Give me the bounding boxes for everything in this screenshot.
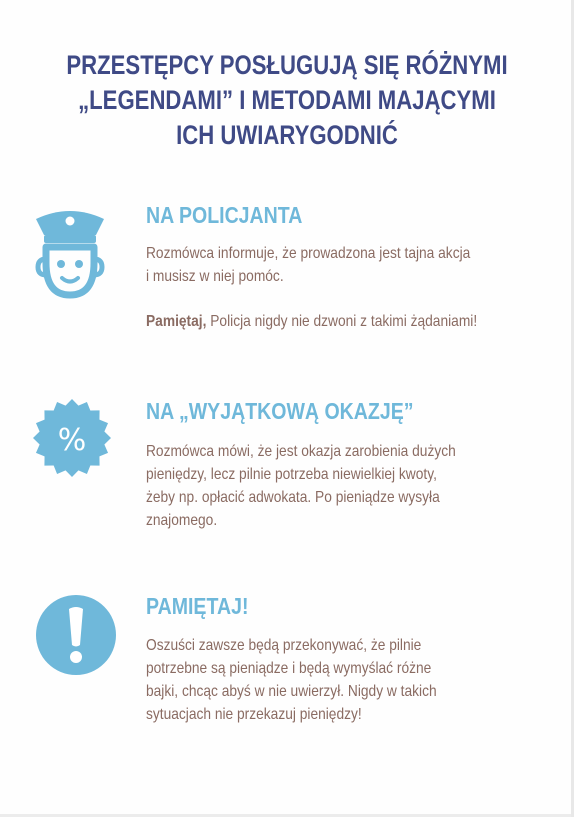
body-line: Oszuści zawsze będą przekonywać, że pilnie (146, 637, 422, 654)
reminder-text: Policja nigdy nie dzwoni z takimi żądaniami! (206, 313, 478, 330)
page-title-line-3: ICH UWIARYGODNIĆ (176, 120, 398, 150)
body-line: Rozmówca informuje, że prowadzona jest tajna akcja (146, 245, 471, 262)
body-line: i musisz w niej pomóc. (146, 268, 284, 285)
page-title (52, 48, 523, 153)
page-title-line-2: „LEGENDAMI” I METODAMI MAJĄCYMI (78, 85, 496, 115)
body-line: potrzebne są pieniądze i będą wymyślać różne (146, 660, 432, 677)
body-line: Rozmówca mówi, że jest okazja zarobienia dużych (146, 443, 456, 460)
section-title-remember: PAMIĘTAJ! (146, 593, 249, 619)
reminder-bold: Pamiętaj, (146, 313, 207, 330)
section-title-police: NA POLICJANTA (146, 202, 303, 228)
percent-badge-icon (32, 398, 112, 478)
svg-text:%: % (57, 423, 87, 458)
section-body-remember (146, 634, 437, 726)
body-line: bajki, chcąc abyś w nie uwierzył. Nigdy w takich (146, 683, 437, 700)
body-line: sytuacjach nie przekazuj pieniędzy! (146, 706, 362, 723)
police-officer-icon (34, 205, 106, 301)
page-title-line-1: PRZESTĘPCY POSŁUGUJĄ SIĘ RÓŻNYMI (66, 50, 508, 80)
reminder-line (146, 310, 477, 333)
body-line: znajomego. (146, 512, 218, 529)
exclamation-icon (36, 595, 116, 675)
section-body-offer (146, 440, 456, 532)
body-line: pieniędzy, lecz pilnie potrzeba niewielkiej kwoty, (146, 466, 437, 483)
section-body-police (146, 242, 477, 333)
section-title-offer: NA „WYJĄTKOWĄ OKAZJĘ” (146, 398, 414, 424)
body-line: żeby np. opłacić adwokata. Po pieniądze wysyła (146, 489, 440, 506)
